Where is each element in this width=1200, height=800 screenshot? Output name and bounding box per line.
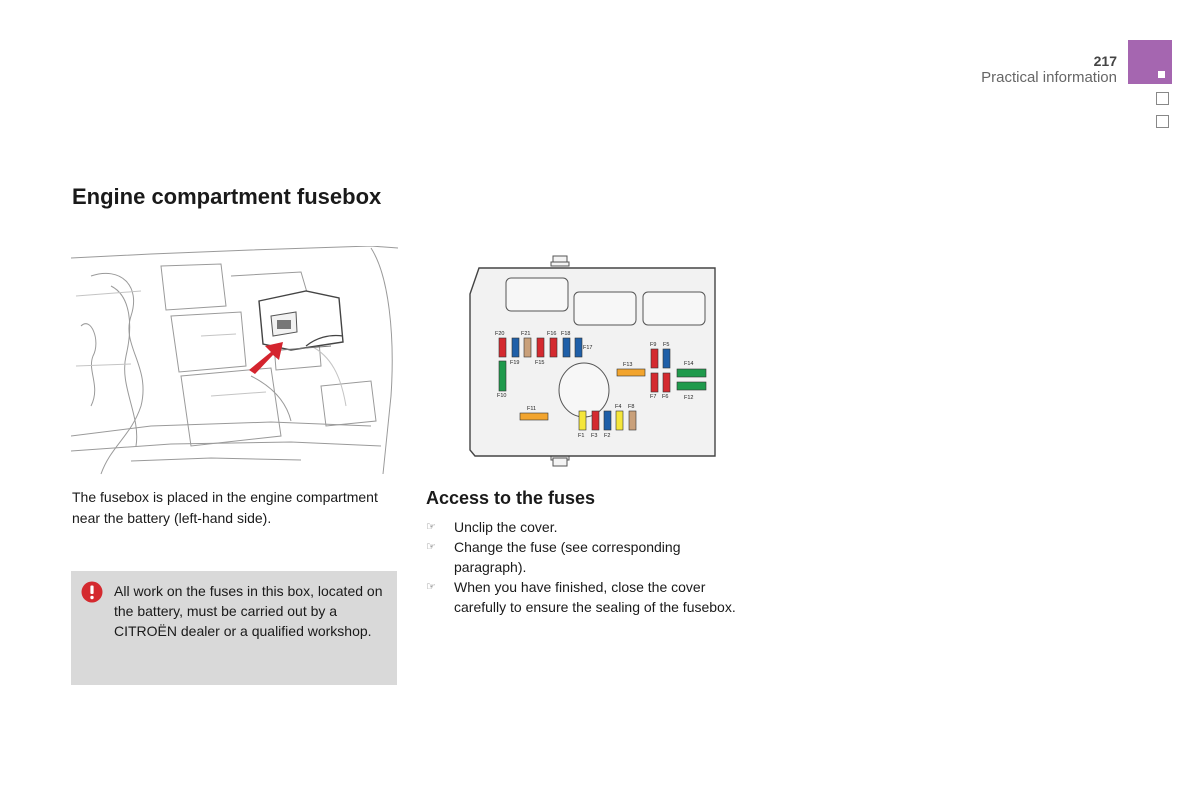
access-heading: Access to the fuses: [426, 488, 596, 508]
warning-box: [71, 571, 397, 685]
label-f8: F8: [628, 404, 635, 410]
step-text: When you have finished, close the cover carefully to ensure the sealing of the fusebox.: [454, 579, 736, 615]
fuse-f15: [537, 338, 544, 357]
fuse-f3: [592, 411, 599, 430]
fuse-f11: [520, 413, 548, 420]
fuse-f8: [629, 411, 636, 430]
list-item: [426, 537, 746, 577]
section-title: Practical information: [981, 69, 1117, 86]
label-f9: F9: [650, 342, 657, 348]
fuse-f21: [524, 338, 531, 357]
label-f21: F21: [521, 331, 531, 337]
active-tab-mark: [1158, 71, 1165, 78]
step-text: Unclip the cover.: [454, 519, 558, 535]
fuse-f4: [616, 411, 623, 430]
label-f10: F10: [497, 393, 507, 399]
fuse-f18: [563, 338, 570, 357]
steps-list: [426, 517, 746, 617]
fuse-f20: [499, 338, 506, 357]
fuse-f12: [677, 382, 706, 390]
label-f18: F18: [561, 331, 571, 337]
label-f5: F5: [663, 342, 670, 348]
label-f11: F11: [527, 406, 537, 412]
label-f20: F20: [495, 331, 505, 337]
page-number: 217: [1093, 53, 1117, 69]
fuse-f13: [617, 369, 645, 376]
fuse-f14: [677, 369, 706, 377]
hand-pointer-icon: ☞: [426, 581, 436, 593]
warning-text: All work on the fuses in this box, located on the battery, must be carried out by a CITROËN dealer or a qualified workshop.: [114, 583, 383, 639]
step-text: Change the fuse (see corresponding paragraph).: [454, 539, 681, 575]
fuse-f19: [512, 338, 519, 357]
fuse-f1: [579, 411, 586, 430]
fuse-f5: [663, 349, 670, 368]
label-f13: F13: [623, 362, 633, 368]
label-f15: F15: [535, 360, 545, 366]
label-f19: F19: [510, 360, 520, 366]
exclamation-icon: [81, 581, 103, 603]
hand-pointer-icon: ☞: [426, 541, 436, 553]
label-f1: F1: [578, 433, 585, 439]
list-item: [426, 517, 746, 537]
fuse-f6: [663, 373, 670, 392]
label-f12: F12: [684, 395, 694, 401]
hand-pointer-icon: ☞: [426, 521, 436, 533]
fuse-f9: [651, 349, 658, 368]
label-f2: F2: [604, 433, 611, 439]
label-f17: F17: [583, 345, 593, 351]
label-f6: F6: [662, 394, 669, 400]
fuse-f17: [575, 338, 582, 357]
section-tab-marker: [1128, 40, 1172, 84]
fuse-f2: [604, 411, 611, 430]
chapter-box-3: [1156, 115, 1169, 128]
label-f3: F3: [591, 433, 598, 439]
label-f16: F16: [547, 331, 557, 337]
label-f14: F14: [684, 361, 694, 367]
fuse-f10: [499, 361, 506, 391]
page-heading: Engine compartment fusebox: [72, 184, 382, 209]
label-f4: F4: [615, 404, 622, 410]
list-item: [426, 577, 746, 617]
chapter-box-2: [1156, 92, 1169, 105]
engine-compartment-illustration: [71, 246, 398, 476]
fusebox-diagram: [465, 254, 720, 468]
fuse-f16: [550, 338, 557, 357]
label-f7: F7: [650, 394, 657, 400]
fuse-f7: [651, 373, 658, 392]
fusebox-location-text: The fusebox is placed in the engine compartment near the battery (left-hand side).: [72, 489, 378, 526]
